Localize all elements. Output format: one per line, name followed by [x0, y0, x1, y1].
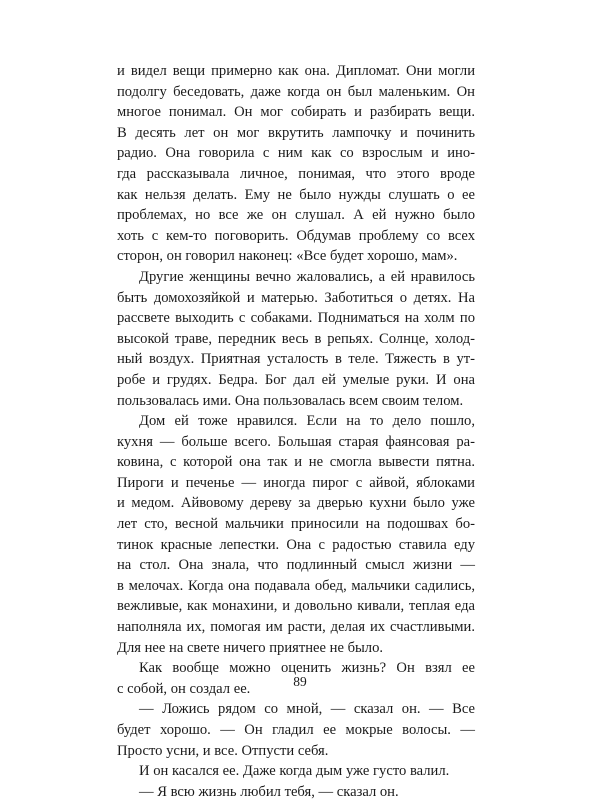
text-line: и медом. Айвовому дереву за дверью кухни было уже	[117, 495, 475, 512]
paragraph-first-line: Как вообще можно оценить жизнь? Он взял ее	[139, 660, 475, 677]
text-line: вежливые, как монахини, и довольно кивали, теплая еда	[117, 598, 475, 615]
text-line: Пироги и печенье — иногда пирог с айвой, яблоками	[117, 474, 475, 491]
text-line: рассвете выходить с собаками. Подниматься на холм по	[117, 310, 475, 327]
text-line: на стол. Она знала, что подлинный смысл жизни —	[117, 557, 475, 574]
text-line: с собой, он создал ее.	[117, 680, 251, 697]
text-line: Для нее на свете ничего приятнее не было.	[117, 639, 384, 656]
text-line: Просто усни, и все. Отпусти себя.	[117, 742, 329, 759]
body-text	[117, 61, 475, 802]
text-line: В десять лет он мог вкрутить лампочку и починить	[117, 124, 475, 141]
text-line: быть домохозяйкой и матерью. Заботиться о детях. На	[117, 289, 475, 306]
text-line: радио. Она говорила с ним как со взрослым и ино-	[117, 145, 475, 162]
paragraph-first-line: И он касался ее. Даже когда дым уже густо валил.	[139, 763, 450, 780]
page-number: 89	[293, 674, 307, 689]
text-line: подолгу беседовать, даже когда он был маленьким. Он	[117, 83, 475, 100]
text-line: лет сто, весной мальчики приносили на подошвах бо-	[117, 516, 475, 533]
paragraph-first-line: Другие женщины вечно жаловались, а ей нравилось	[139, 268, 475, 285]
text-line: ковина, с которой она так и не смогла вывести пятна.	[117, 454, 475, 471]
text-line: ный воздух. Приятная усталость в теле. Тяжесть в ут-	[117, 351, 475, 368]
text-line: пользовалась ими. Она пользовалась всем своим телом.	[117, 392, 464, 409]
text-line: высокой траве, передник весь в репьях. Солнце, холод-	[117, 330, 475, 347]
text-line: в мелочах. Когда она подавала обед, мальчики садились,	[117, 577, 475, 594]
text-line: проблемах, но все же он слушал. А ей нужно было	[117, 207, 475, 224]
text-line: сторон, он говорил наконец: «Все будет хорошо, мам».	[117, 248, 458, 265]
text-line: тинок красные лепестки. Она с радостью ставила еду	[117, 536, 475, 553]
text-line: хоть с кем-то поговорить. Обдумав проблему со всех	[117, 227, 475, 244]
text-line: кухня — больше всего. Большая старая фаянсовая ра-	[117, 433, 475, 450]
text-line: многое понимал. Он мог собирать и разбирать вещи.	[117, 104, 475, 121]
text-line: робе и грудях. Бедра. Бог дал ей умелые руки. И она	[117, 371, 475, 388]
text-line: наполняла их, помогая им расти, делая их счастливыми.	[117, 619, 475, 636]
text-line: будет хорошо. — Он гладил ее мокрые волосы. —	[117, 722, 475, 738]
text-line: гда рассказывала личное, понимая, что этого вроде	[117, 165, 475, 182]
paragraph-first-line: Дом ей тоже нравился. Если на то дело пошло,	[139, 413, 475, 430]
text-line: как нельзя делать. Ему не было нужды слушать о ее	[117, 186, 475, 203]
dialogue-line: — Ложись рядом со мной, — сказал он. — Все	[139, 701, 475, 718]
text-line: и видел вещи примерно как она. Дипломат. Они могли	[117, 63, 475, 79]
dialogue-line: — Я всю жизнь любил тебя, — сказал он.	[139, 783, 399, 800]
